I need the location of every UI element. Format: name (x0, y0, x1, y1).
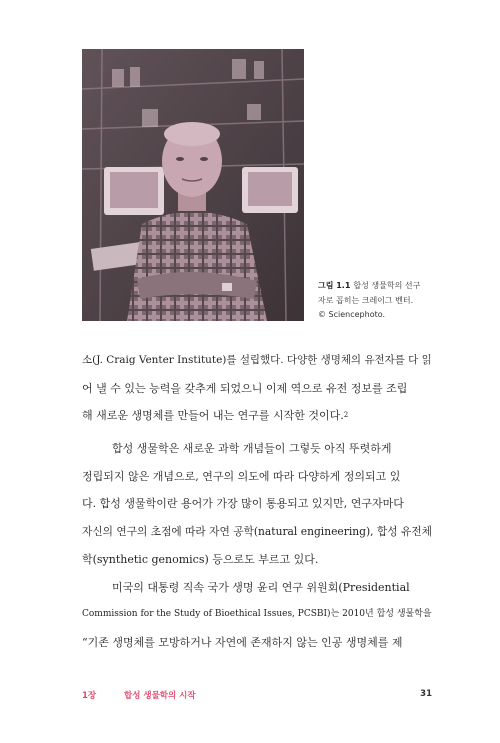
figure-photo (82, 49, 304, 321)
page-number: 31 (420, 689, 432, 699)
text-line (82, 463, 432, 491)
text-line (82, 490, 432, 518)
text-line (82, 435, 432, 463)
text-line (82, 629, 432, 657)
chapter-number: 1장 (82, 691, 97, 701)
caption-line-1: 합성 생물학의 선구 (353, 281, 421, 290)
figure-label: 그림 1.1 (318, 281, 351, 290)
figure-caption (318, 279, 458, 323)
portrait-photo-icon (82, 49, 304, 321)
caption-line-2: 자로 꼽히는 크레이그 벤터. (318, 295, 414, 305)
text-line (82, 375, 432, 403)
text-line (82, 402, 432, 430)
text-line-content: 다. 합성 생물학이란 용어가 가장 많이 통용되고 있지만, 연구자마다 (82, 497, 404, 511)
text-line-content: 정립되지 않은 개념으로, 연구의 의도에 따라 다양하게 정의되고 있 (82, 469, 401, 483)
text-line-content: 학(synthetic genomics) 등으로도 부르고 있다. (82, 552, 319, 566)
chapter-title: 합성 생물학의 시작 (124, 691, 196, 701)
text-line-content: “기존 생명체를 모방하거나 자연에 존재하지 않는 인공 생명체를 제 (82, 635, 403, 649)
page-footer (82, 689, 432, 705)
text-line (82, 518, 432, 546)
text-line (82, 347, 432, 375)
text-line (82, 601, 432, 629)
text-line (82, 546, 432, 574)
text-line-content: 해 새로운 생명체를 만들어 내는 연구를 시작한 것이다. (82, 409, 344, 423)
text-line-content: 합성 생물학은 새로운 과학 개념들이 그렇듯 아직 뚜렷하게 (112, 442, 392, 456)
body-text (82, 347, 432, 657)
text-line-content: Commission for the Study of Bioethical Issues, PCSBI)는 2010년 합성 생물학을 (82, 609, 432, 620)
photo-credit: © Sciencephoto. (318, 310, 386, 319)
footnote-marker: 2 (343, 411, 349, 420)
text-line-content: 소(J. Craig Venter Institute)를 설립했다. 다양한 생명체의 유전자를 다 읽 (82, 354, 432, 366)
text-line-content: 어 낼 수 있는 능력을 갖추게 되었으니 이제 역으로 유전 정보를 조립 (82, 381, 408, 395)
text-line-content: 자신의 연구의 초점에 따라 자연 공학(natural engineering), 합성 유전체 (82, 525, 432, 539)
text-line (82, 574, 432, 602)
text-line-content: 미국의 대통령 직속 국가 생명 윤리 연구 위원회(Presidential (112, 580, 410, 594)
